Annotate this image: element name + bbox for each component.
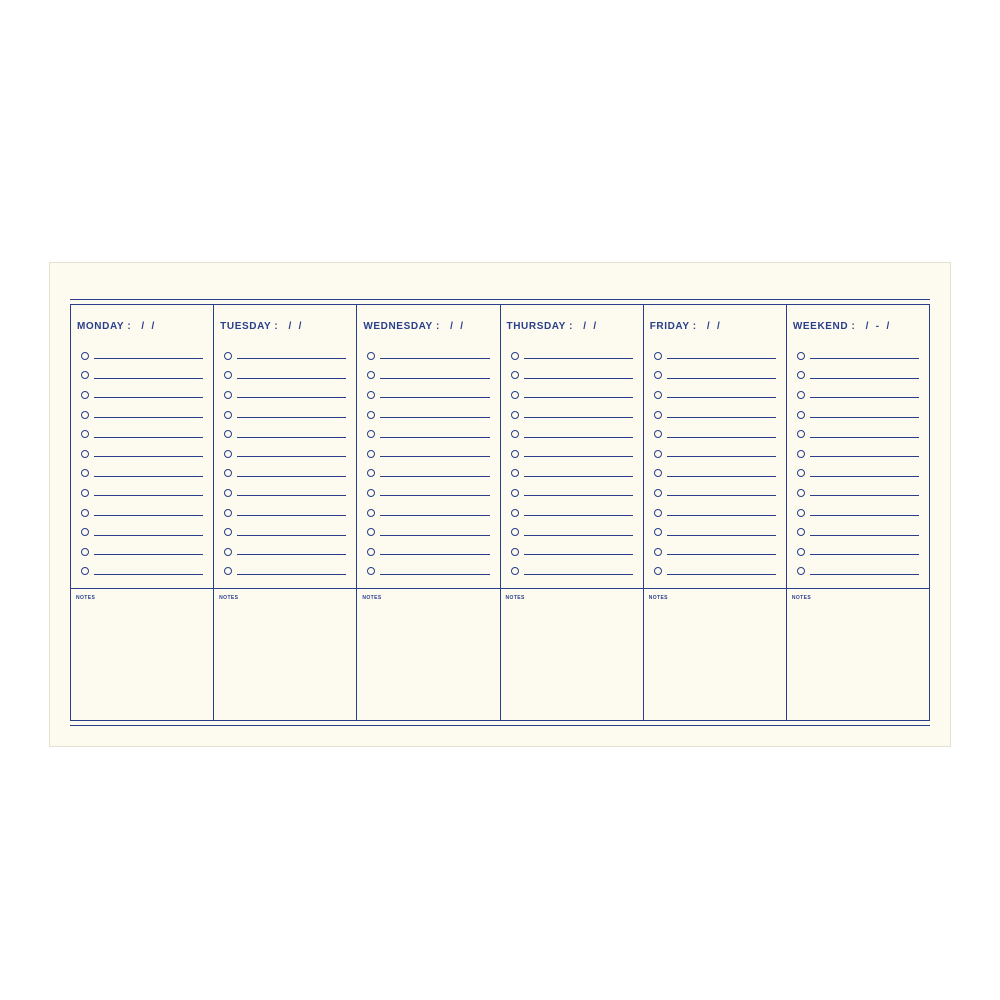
notes-area[interactable] [787, 588, 929, 720]
task-line[interactable] [667, 437, 776, 438]
task-row [654, 424, 776, 444]
task-row [797, 562, 919, 582]
task-row [511, 385, 633, 405]
task-line[interactable] [667, 456, 776, 457]
task-row [224, 346, 346, 366]
day-header: TUESDAY : / / [220, 321, 303, 332]
task-row [797, 346, 919, 366]
task-line[interactable] [524, 554, 633, 555]
checkbox-circle-icon[interactable] [797, 548, 805, 556]
task-row [367, 522, 489, 542]
task-row [224, 405, 346, 425]
task-line[interactable] [810, 495, 919, 496]
day-columns [70, 305, 930, 720]
task-line[interactable] [667, 417, 776, 418]
checkbox-circle-icon[interactable] [511, 489, 519, 497]
checkbox-circle-icon[interactable] [224, 352, 232, 360]
checkbox-circle-icon[interactable] [367, 528, 375, 536]
task-line[interactable] [237, 574, 346, 575]
checkbox-circle-icon[interactable] [797, 411, 805, 419]
task-line[interactable] [524, 358, 633, 359]
notes-area[interactable] [214, 588, 356, 720]
checkbox-circle-icon[interactable] [511, 509, 519, 517]
day-column [787, 305, 929, 720]
task-row [797, 483, 919, 503]
checkbox-circle-icon[interactable] [797, 430, 805, 438]
checkbox-circle-icon[interactable] [511, 411, 519, 419]
checkbox-circle-icon[interactable] [654, 489, 662, 497]
checkbox-circle-icon[interactable] [224, 548, 232, 556]
checkbox-circle-icon[interactable] [511, 548, 519, 556]
task-line[interactable] [810, 574, 919, 575]
checkbox-circle-icon[interactable] [224, 567, 232, 575]
checkbox-circle-icon[interactable] [367, 352, 375, 360]
notes-area[interactable] [357, 588, 499, 720]
day-header: WEEKEND : / - / [792, 321, 890, 332]
task-row [511, 522, 633, 542]
checkbox-circle-icon[interactable] [654, 528, 662, 536]
checkbox-circle-icon[interactable] [654, 352, 662, 360]
task-line[interactable] [667, 515, 776, 516]
task-line[interactable] [237, 535, 346, 536]
task-line[interactable] [810, 456, 919, 457]
checkbox-circle-icon[interactable] [367, 371, 375, 379]
task-line[interactable] [667, 397, 776, 398]
task-line[interactable] [524, 397, 633, 398]
notes-label: NOTES [76, 595, 96, 601]
task-line[interactable] [237, 378, 346, 379]
checkbox-circle-icon[interactable] [654, 567, 662, 575]
task-list [81, 346, 203, 581]
notes-label: NOTES [505, 595, 525, 601]
checkbox-circle-icon[interactable] [511, 371, 519, 379]
task-row [511, 562, 633, 582]
notes-area[interactable] [71, 588, 213, 720]
notes-label: NOTES [648, 595, 668, 601]
task-row [367, 483, 489, 503]
task-row [654, 385, 776, 405]
checkbox-circle-icon[interactable] [797, 469, 805, 477]
task-line[interactable] [524, 535, 633, 536]
task-row [367, 464, 489, 484]
task-line[interactable] [380, 574, 489, 575]
day-column [357, 305, 500, 720]
task-line[interactable] [237, 397, 346, 398]
task-row [367, 503, 489, 523]
task-line[interactable] [94, 417, 203, 418]
checkbox-circle-icon[interactable] [654, 450, 662, 458]
task-row [367, 366, 489, 386]
checkbox-circle-icon[interactable] [224, 469, 232, 477]
task-line[interactable] [667, 495, 776, 496]
task-row [654, 562, 776, 582]
checkbox-circle-icon[interactable] [367, 489, 375, 497]
checkbox-circle-icon[interactable] [81, 430, 89, 438]
task-list [224, 346, 346, 581]
checkbox-circle-icon[interactable] [81, 489, 89, 497]
task-row [224, 385, 346, 405]
task-row [81, 542, 203, 562]
task-row [654, 522, 776, 542]
task-line[interactable] [810, 515, 919, 516]
planner-frame [70, 299, 930, 726]
task-row [797, 542, 919, 562]
checkbox-circle-icon[interactable] [797, 352, 805, 360]
task-line[interactable] [94, 476, 203, 477]
task-list [797, 346, 919, 581]
day-column [501, 305, 644, 720]
checkbox-circle-icon[interactable] [367, 509, 375, 517]
task-line[interactable] [380, 437, 489, 438]
task-row [81, 385, 203, 405]
task-line[interactable] [237, 515, 346, 516]
task-row [797, 405, 919, 425]
task-line[interactable] [237, 437, 346, 438]
task-row [367, 542, 489, 562]
checkbox-circle-icon[interactable] [797, 567, 805, 575]
task-row [224, 424, 346, 444]
task-row [81, 464, 203, 484]
task-line[interactable] [237, 358, 346, 359]
checkbox-circle-icon[interactable] [797, 489, 805, 497]
task-row [797, 385, 919, 405]
day-column [644, 305, 787, 720]
task-row [511, 444, 633, 464]
checkbox-circle-icon[interactable] [367, 567, 375, 575]
task-line[interactable] [380, 397, 489, 398]
checkbox-circle-icon[interactable] [654, 548, 662, 556]
checkbox-circle-icon[interactable] [81, 528, 89, 536]
checkbox-circle-icon[interactable] [224, 450, 232, 458]
checkbox-circle-icon[interactable] [654, 371, 662, 379]
day-column [71, 305, 214, 720]
task-row [224, 444, 346, 464]
task-line[interactable] [810, 417, 919, 418]
task-row [367, 424, 489, 444]
checkbox-circle-icon[interactable] [224, 528, 232, 536]
task-row [797, 464, 919, 484]
checkbox-circle-icon[interactable] [511, 430, 519, 438]
task-row [511, 542, 633, 562]
task-row [797, 424, 919, 444]
checkbox-circle-icon[interactable] [511, 352, 519, 360]
checkbox-circle-icon[interactable] [511, 391, 519, 399]
checkbox-circle-icon[interactable] [511, 469, 519, 477]
task-row [511, 483, 633, 503]
checkbox-circle-icon[interactable] [797, 528, 805, 536]
task-row [81, 503, 203, 523]
task-row [224, 562, 346, 582]
checkbox-circle-icon[interactable] [511, 567, 519, 575]
task-line[interactable] [667, 535, 776, 536]
checkbox-circle-icon[interactable] [224, 509, 232, 517]
task-line[interactable] [810, 437, 919, 438]
task-list [367, 346, 489, 581]
checkbox-circle-icon[interactable] [367, 430, 375, 438]
task-line[interactable] [667, 574, 776, 575]
task-line[interactable] [810, 378, 919, 379]
task-line[interactable] [237, 495, 346, 496]
checkbox-circle-icon[interactable] [81, 371, 89, 379]
task-line[interactable] [94, 397, 203, 398]
task-row [224, 366, 346, 386]
task-row [511, 346, 633, 366]
task-line[interactable] [380, 417, 489, 418]
notes-area[interactable] [501, 588, 643, 720]
task-row [81, 483, 203, 503]
task-line[interactable] [237, 476, 346, 477]
task-row [224, 542, 346, 562]
task-row [81, 424, 203, 444]
task-row [224, 522, 346, 542]
task-line[interactable] [524, 515, 633, 516]
notes-label: NOTES [791, 595, 812, 601]
task-row [654, 405, 776, 425]
task-line[interactable] [524, 417, 633, 418]
checkbox-circle-icon[interactable] [81, 509, 89, 517]
task-row [511, 424, 633, 444]
checkbox-circle-icon[interactable] [367, 391, 375, 399]
task-line[interactable] [237, 456, 346, 457]
checkbox-circle-icon[interactable] [81, 391, 89, 399]
task-row [797, 366, 919, 386]
checkbox-circle-icon[interactable] [654, 391, 662, 399]
task-row [654, 503, 776, 523]
checkbox-circle-icon[interactable] [654, 411, 662, 419]
checkbox-circle-icon[interactable] [797, 509, 805, 517]
checkbox-circle-icon[interactable] [654, 430, 662, 438]
task-row [224, 483, 346, 503]
checkbox-circle-icon[interactable] [511, 450, 519, 458]
task-row [511, 464, 633, 484]
checkbox-circle-icon[interactable] [797, 450, 805, 458]
checkbox-circle-icon[interactable] [797, 391, 805, 399]
task-line[interactable] [94, 437, 203, 438]
checkbox-circle-icon[interactable] [367, 450, 375, 458]
checkbox-circle-icon[interactable] [797, 371, 805, 379]
task-line[interactable] [380, 476, 489, 477]
task-row [654, 346, 776, 366]
task-line[interactable] [810, 358, 919, 359]
checkbox-circle-icon[interactable] [367, 411, 375, 419]
task-row [81, 366, 203, 386]
task-line[interactable] [524, 574, 633, 575]
checkbox-circle-icon[interactable] [511, 528, 519, 536]
task-row [654, 444, 776, 464]
task-row [654, 366, 776, 386]
task-row [367, 444, 489, 464]
task-line[interactable] [94, 495, 203, 496]
checkbox-circle-icon[interactable] [224, 411, 232, 419]
task-line[interactable] [810, 554, 919, 555]
checkbox-circle-icon[interactable] [654, 509, 662, 517]
notes-area[interactable] [644, 588, 786, 720]
checkbox-circle-icon[interactable] [81, 567, 89, 575]
task-line[interactable] [380, 554, 489, 555]
task-row [81, 522, 203, 542]
day-header: WEDNESDAY : / / [363, 321, 464, 332]
task-line[interactable] [524, 437, 633, 438]
task-row [367, 405, 489, 425]
task-row [367, 346, 489, 366]
task-row [81, 444, 203, 464]
task-line[interactable] [810, 535, 919, 536]
notes-label: NOTES [219, 595, 239, 601]
task-row [797, 503, 919, 523]
task-row [511, 503, 633, 523]
day-header: FRIDAY : / / [649, 321, 721, 332]
planner-sheet [50, 263, 950, 746]
task-line[interactable] [380, 515, 489, 516]
day-header: MONDAY : / / [77, 321, 155, 332]
task-line[interactable] [667, 358, 776, 359]
task-row [224, 464, 346, 484]
task-line[interactable] [524, 495, 633, 496]
task-line[interactable] [524, 378, 633, 379]
task-row [367, 562, 489, 582]
task-row [81, 562, 203, 582]
task-row [81, 346, 203, 366]
task-list [511, 346, 633, 581]
task-line[interactable] [667, 476, 776, 477]
task-line[interactable] [94, 456, 203, 457]
task-line[interactable] [667, 378, 776, 379]
checkbox-circle-icon[interactable] [224, 371, 232, 379]
checkbox-circle-icon[interactable] [81, 352, 89, 360]
day-header: THURSDAY : / / [506, 321, 597, 332]
task-line[interactable] [94, 554, 203, 555]
task-line[interactable] [237, 417, 346, 418]
checkbox-circle-icon[interactable] [367, 469, 375, 477]
task-line[interactable] [524, 456, 633, 457]
task-line[interactable] [94, 358, 203, 359]
task-line[interactable] [380, 456, 489, 457]
checkbox-circle-icon[interactable] [367, 548, 375, 556]
task-line[interactable] [237, 554, 346, 555]
checkbox-circle-icon[interactable] [81, 548, 89, 556]
day-column [214, 305, 357, 720]
task-row [511, 366, 633, 386]
task-row [797, 522, 919, 542]
task-row [797, 444, 919, 464]
task-row [654, 464, 776, 484]
task-line[interactable] [94, 515, 203, 516]
task-row [224, 503, 346, 523]
checkbox-circle-icon[interactable] [224, 391, 232, 399]
checkbox-circle-icon[interactable] [224, 489, 232, 497]
task-list [654, 346, 776, 581]
notes-label: NOTES [362, 595, 382, 601]
task-line[interactable] [810, 397, 919, 398]
task-line[interactable] [94, 535, 203, 536]
checkbox-circle-icon[interactable] [224, 430, 232, 438]
task-line[interactable] [380, 378, 489, 379]
checkbox-circle-icon[interactable] [81, 411, 89, 419]
task-row [367, 385, 489, 405]
task-line[interactable] [667, 554, 776, 555]
task-line[interactable] [380, 535, 489, 536]
task-line[interactable] [380, 358, 489, 359]
task-line[interactable] [380, 495, 489, 496]
checkbox-circle-icon[interactable] [81, 450, 89, 458]
task-line[interactable] [524, 476, 633, 477]
task-row [511, 405, 633, 425]
task-row [654, 542, 776, 562]
checkbox-circle-icon[interactable] [81, 469, 89, 477]
checkbox-circle-icon[interactable] [654, 469, 662, 477]
task-line[interactable] [94, 378, 203, 379]
task-row [654, 483, 776, 503]
task-line[interactable] [94, 574, 203, 575]
task-row [81, 405, 203, 425]
task-line[interactable] [810, 476, 919, 477]
